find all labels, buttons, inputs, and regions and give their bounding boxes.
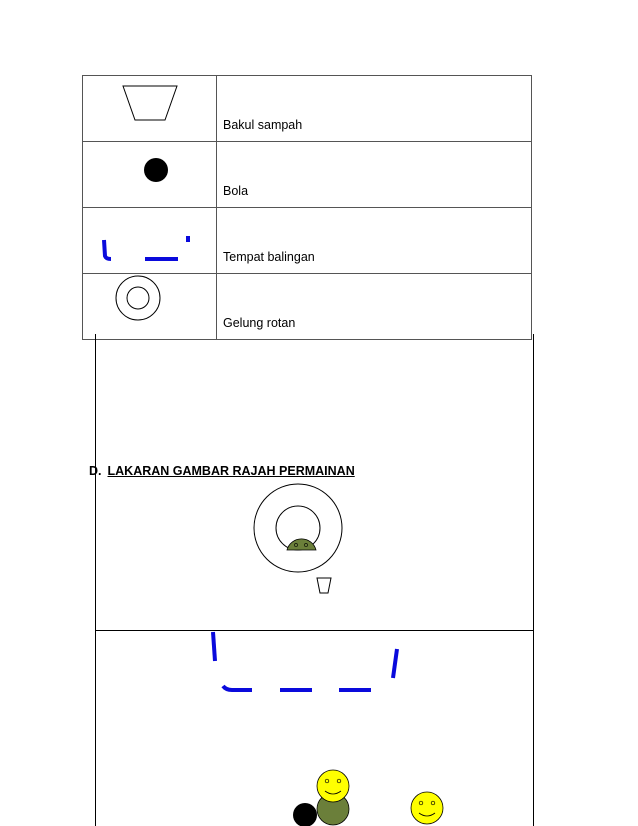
- bin-icon: [317, 578, 331, 593]
- legend-label-throwing-area: Tempat balingan: [217, 208, 532, 274]
- ball-icon: [293, 803, 317, 826]
- player-yellow-icon: [317, 770, 349, 802]
- rattan-hoop-icon: [254, 484, 342, 572]
- throwing-area-icon: [213, 632, 397, 690]
- section-letter: D.: [89, 464, 102, 478]
- legend-label-ball: Bola: [217, 142, 532, 208]
- player-green-icon: [287, 539, 316, 550]
- legend-label-hoop: Gelung rotan: [217, 274, 532, 340]
- player-yellow-icon: [411, 792, 443, 824]
- section-title: LAKARAN GAMBAR RAJAH PERMAINAN: [107, 464, 355, 478]
- legend-label-bin: Bakul sampah: [217, 76, 532, 142]
